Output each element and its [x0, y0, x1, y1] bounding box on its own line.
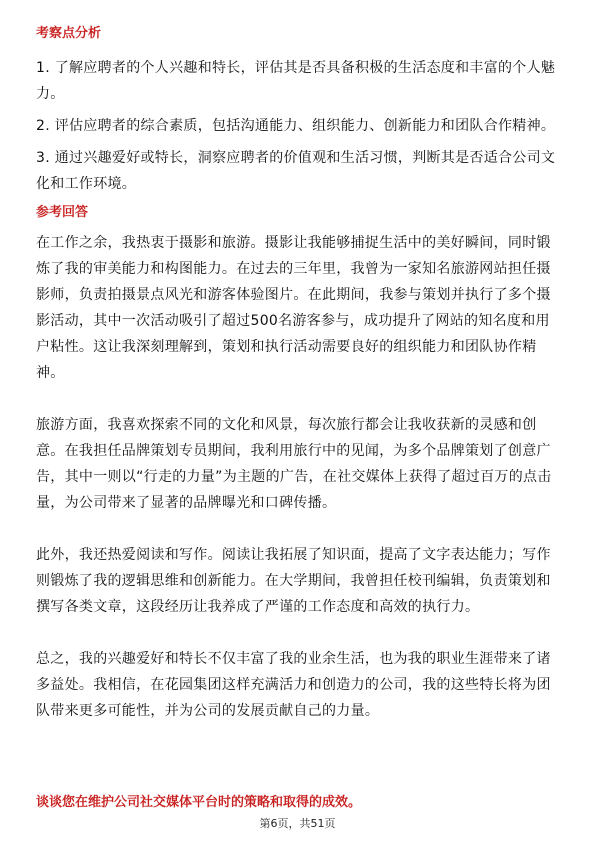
analysis-item-1: 1. 了解应聘者的个人兴趣和特长，评估其是否具备积极的生活态度和丰富的个人魅力。 [36, 60, 556, 102]
page-number: 第6页，共51页 [259, 817, 336, 830]
next-question: 谈谈您在维护公司社交媒体平台时的策略和取得的成效。 [36, 795, 362, 810]
answer-paragraph-3: 此外，我还热爱阅读和写作。阅读让我拓展了知识面，提高了文字表达能力；写作则锻炼了我的逻辑思维和创新能力。在大学期间，我曾担任校刊编辑，负责策划和撰写各类文章，这段经历让我养成了严谨的工作态度和高效的执行力。 [36, 547, 551, 615]
answer-paragraph-4: 总之，我的兴趣爱好和特长不仅丰富了我的业余生活，也为我的职业生涯带来了诸多益处。我相信，在花园集团这样充满活力和创造力的公司，我的这些特长将为团队带来更多可能性，并为公司的发展贡献自己的力量。 [36, 651, 551, 719]
answer-heading: 参考回答 [36, 205, 89, 220]
analysis-heading: 考察点分析 [36, 26, 102, 41]
analysis-list [36, 55, 564, 203]
answer-paragraph-1: 在工作之余，我热衷于摄影和旅游。摄影让我能够捕捉生活中的美好瞬间，同时锻炼了我的审美能力和构图能力。在过去的三年里，我曾为一家知名旅游网站担任摄影师，负责拍摄景点风光和游客体验图片。在此期间，我参与策划并执行了多个摄影活动，其中一次活动吸引了超过500名游客参与，成功提升了网站的知名度和用户粘性。这让我深刻理解到，策划和执行活动需要良好的组织能力和团队协作精神。 [36, 235, 551, 381]
answer-paragraph-2: 旅游方面，我喜欢探索不同的文化和风景，每次旅行都会让我收获新的灵感和创意。在我担任品牌策划专员期间，我利用旅行中的见闻，为多个品牌策划了创意广告，其中一则以“行走的力量”为主题的广告，在社交媒体上获得了超过百万的点击量，为公司带来了显著的品牌曝光和口碑传播。 [36, 417, 552, 511]
analysis-item-2: 2. 评估应聘者的综合素质，包括沟通能力、组织能力、创新能力和团队合作精神。 [36, 118, 556, 134]
analysis-item-3: 3. 通过兴趣爱好或特长，洞察应聘者的价值观和生活习惯，判断其是否适合公司文化和工作环境。 [36, 150, 556, 192]
answer-body [36, 230, 564, 750]
